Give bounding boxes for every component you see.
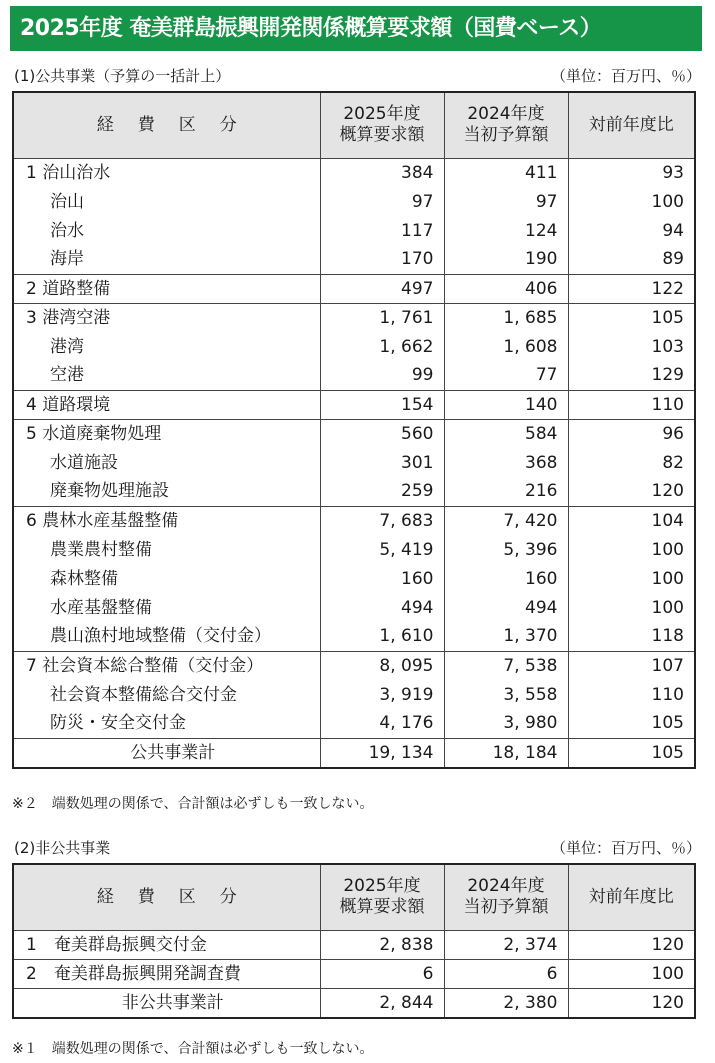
total-2025: 19, 134	[320, 738, 444, 768]
row-label: 水道施設	[13, 448, 320, 477]
table-row	[13, 593, 695, 622]
value-ratio: 94	[662, 220, 684, 241]
row-label: 防災・安全交付金	[13, 709, 320, 738]
value-2025: 1, 610	[320, 622, 444, 651]
row-label: 2 奄美群島振興開発調査費	[13, 959, 320, 988]
table-row	[13, 303, 695, 332]
table-row	[13, 959, 695, 988]
header-2024: 2024年度 当初予算額	[444, 92, 568, 158]
section2-note: ※１ 端数処理の関係で、合計額は必ずしも一致しない。	[12, 1041, 374, 1057]
row-label: 1 治山治水	[13, 158, 320, 187]
value-ratio: 96	[568, 419, 695, 448]
row-label: 3 港湾空港	[13, 303, 320, 332]
total-row	[13, 988, 695, 1018]
value-ratio: 120	[651, 481, 684, 502]
value-2024: 1, 370	[444, 622, 568, 651]
section1-heading: (1)公共事業（予算の一括計上）	[14, 67, 231, 85]
value-2025: 97	[320, 187, 444, 216]
value-ratio: 100	[651, 539, 684, 560]
header-2025: 2025年度 概算要求額	[320, 864, 444, 930]
value-ratio: 82	[662, 452, 684, 473]
table-row	[13, 477, 695, 506]
header-ratio: 対前年度比	[568, 864, 695, 930]
row-label: 社会資本整備総合交付金	[13, 680, 320, 709]
value-2025: 560	[320, 419, 444, 448]
value-2024: 2, 374	[444, 930, 568, 959]
value-ratio: 89	[662, 249, 684, 270]
row-label: 治山	[13, 187, 320, 216]
value-2025: 4, 176	[320, 709, 444, 738]
row-label: 水産基盤整備	[13, 593, 320, 622]
row-label: 廃棄物処理施設	[13, 477, 320, 506]
section2-unit: （単位：百万円、％）	[550, 839, 701, 857]
table-row	[13, 390, 695, 419]
value-ratio: 110	[568, 390, 695, 419]
table-row	[13, 930, 695, 959]
value-2025: 301	[320, 448, 444, 477]
value-2024: 77	[444, 361, 568, 390]
value-ratio: 122	[568, 274, 695, 303]
table-row	[13, 158, 695, 187]
table-row	[13, 535, 695, 564]
value-2024: 411	[444, 158, 568, 187]
section1-unit: （単位：百万円、％）	[550, 67, 701, 85]
value-ratio: 103	[651, 336, 684, 357]
row-label: 海岸	[13, 245, 320, 274]
value-ratio: 110	[651, 684, 684, 705]
table-row	[13, 332, 695, 361]
value-2024: 5, 396	[444, 535, 568, 564]
value-2024: 124	[444, 216, 568, 245]
value-ratio: 104	[568, 506, 695, 535]
value-ratio: 100	[651, 191, 684, 212]
total-label: 非公共事業計	[13, 988, 320, 1018]
value-2024: 3, 558	[444, 680, 568, 709]
value-2025: 3, 919	[320, 680, 444, 709]
value-ratio: 93	[568, 158, 695, 187]
value-2024: 584	[444, 419, 568, 448]
public-works-table	[12, 91, 696, 769]
section2-heading: (2)非公共事業	[14, 839, 111, 857]
header-category: 経費区分	[13, 92, 320, 158]
value-2025: 154	[320, 390, 444, 419]
header-ratio: 対前年度比	[568, 92, 695, 158]
total-label: 公共事業計	[13, 738, 320, 768]
value-2025: 117	[320, 216, 444, 245]
table-row	[13, 245, 695, 274]
page-title: 2025年度 奄美群島振興開発関係概算要求額（国費ベース）	[10, 6, 702, 51]
value-2024: 7, 420	[444, 506, 568, 535]
value-2025: 99	[320, 361, 444, 390]
table-row	[13, 709, 695, 738]
table-row	[13, 622, 695, 651]
value-ratio: 100	[651, 597, 684, 618]
table-row	[13, 216, 695, 245]
row-label: 空港	[13, 361, 320, 390]
value-2025: 1, 662	[320, 332, 444, 361]
total-2025: 2, 844	[320, 988, 444, 1018]
value-2024: 1, 685	[444, 303, 568, 332]
total-ratio: 105	[568, 738, 695, 768]
value-2025: 5, 419	[320, 535, 444, 564]
total-row	[13, 738, 695, 768]
non-public-works-table	[12, 863, 696, 1019]
value-2025: 1, 761	[320, 303, 444, 332]
table-row	[13, 651, 695, 680]
value-2025: 7, 683	[320, 506, 444, 535]
row-label: 5 水道廃棄物処理	[13, 419, 320, 448]
value-2025: 497	[320, 274, 444, 303]
value-ratio: 120	[568, 930, 695, 959]
value-2025: 494	[320, 593, 444, 622]
value-2025: 170	[320, 245, 444, 274]
value-2025: 259	[320, 477, 444, 506]
value-2025: 6	[320, 959, 444, 988]
table-row	[13, 564, 695, 593]
total-ratio: 120	[568, 988, 695, 1018]
row-label: 港湾	[13, 332, 320, 361]
value-2024: 6	[444, 959, 568, 988]
section1-note: ※２ 端数処理の関係で、合計額は必ずしも一致しない。	[12, 796, 374, 812]
header-2024: 2024年度 当初予算額	[444, 864, 568, 930]
value-2025: 8, 095	[320, 651, 444, 680]
value-2024: 160	[444, 564, 568, 593]
header-2025: 2025年度 概算要求額	[320, 92, 444, 158]
row-label: 2 道路整備	[13, 274, 320, 303]
row-label: 農業農村整備	[13, 535, 320, 564]
value-ratio: 129	[651, 365, 684, 386]
table-row	[13, 448, 695, 477]
row-label: 森林整備	[13, 564, 320, 593]
total-2024: 18, 184	[444, 738, 568, 768]
value-2024: 406	[444, 274, 568, 303]
table-row	[13, 680, 695, 709]
value-ratio: 105	[568, 303, 695, 332]
value-2024: 140	[444, 390, 568, 419]
value-2024: 1, 608	[444, 332, 568, 361]
row-label: 7 社会資本総合整備（交付金）	[13, 651, 320, 680]
value-ratio: 100	[568, 959, 695, 988]
value-ratio: 100	[651, 568, 684, 589]
row-label: 4 道路環境	[13, 390, 320, 419]
table-row	[13, 419, 695, 448]
row-label: 治水	[13, 216, 320, 245]
value-2024: 190	[444, 245, 568, 274]
value-2025: 160	[320, 564, 444, 593]
row-label: 1 奄美群島振興交付金	[13, 930, 320, 959]
header-category: 経費区分	[13, 864, 320, 930]
value-2024: 7, 538	[444, 651, 568, 680]
table-row	[13, 274, 695, 303]
value-2024: 97	[444, 187, 568, 216]
row-label: 農山漁村地域整備（交付金）	[13, 622, 320, 651]
table-row	[13, 361, 695, 390]
value-2024: 494	[444, 593, 568, 622]
value-2024: 3, 980	[444, 709, 568, 738]
value-ratio: 105	[651, 713, 684, 734]
value-2025: 2, 838	[320, 930, 444, 959]
total-2024: 2, 380	[444, 988, 568, 1018]
value-2024: 216	[444, 477, 568, 506]
value-2024: 368	[444, 448, 568, 477]
row-label: 6 農林水産基盤整備	[13, 506, 320, 535]
table-row	[13, 506, 695, 535]
value-ratio: 118	[651, 626, 684, 647]
value-ratio: 107	[568, 651, 695, 680]
table-row	[13, 187, 695, 216]
value-2025: 384	[320, 158, 444, 187]
